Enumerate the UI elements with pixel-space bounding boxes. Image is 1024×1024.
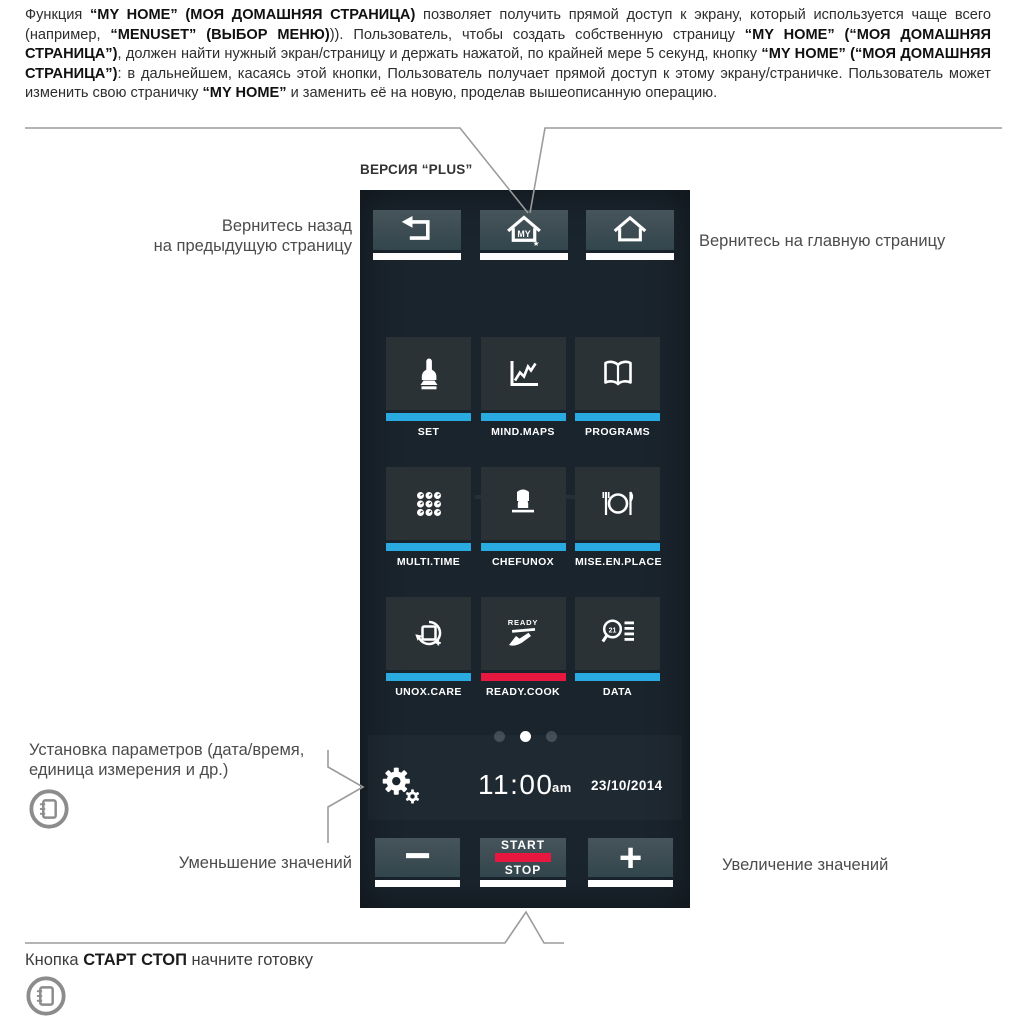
tile-unox-care-label: UNOX.CARE [395, 686, 462, 698]
my-home-underline [480, 253, 568, 260]
annotation-back [154, 216, 352, 256]
tile-programs-bar [575, 413, 660, 421]
plus-button[interactable] [588, 835, 673, 880]
pointing-hand-icon [409, 354, 449, 394]
start-stop-red-bar [495, 853, 551, 862]
tile-mise-en-place-bar [575, 543, 660, 551]
footer-prefix: Кнопка [25, 951, 84, 969]
data-icon-text: 21 [608, 626, 616, 634]
chef-hat-icon [503, 484, 543, 524]
tile-chefunox-bar [481, 543, 566, 551]
back-underline [373, 253, 461, 260]
tile-ready-cook-bar [481, 673, 566, 681]
back-icon [389, 212, 445, 248]
manual-reference-icon [25, 975, 67, 1017]
tile-data[interactable] [575, 597, 660, 698]
clock-grid-icon [409, 484, 449, 524]
tile-chefunox[interactable] [481, 467, 566, 568]
oven-touch-panel [360, 190, 690, 908]
clock-time: 11:00 [478, 769, 554, 800]
footer-caption [25, 951, 313, 970]
tile-set[interactable] [386, 337, 471, 438]
open-book-icon [598, 354, 638, 394]
tile-mise-en-place[interactable] [575, 467, 660, 568]
tile-multi-time-label: MULTI.TIME [396, 556, 461, 568]
tile-multi-time-bar [386, 543, 471, 551]
minus-button[interactable] [375, 828, 460, 881]
tile-ready-cook[interactable] [481, 597, 566, 698]
tile-set-bar [386, 413, 471, 421]
settings-gear-icon[interactable] [380, 764, 424, 806]
plus-glyph: + [618, 835, 643, 880]
ready-icon-text: READY [507, 617, 539, 627]
magnifier-list-icon [598, 614, 638, 654]
minus-underline [375, 880, 460, 887]
annotation-settings [29, 740, 304, 780]
tile-unox-care[interactable] [386, 597, 471, 698]
stop-label: STOP [504, 863, 542, 877]
tile-data-label: DATA [602, 686, 633, 698]
annotation-settings-line1: Установка параметров (дата/время, [29, 741, 305, 759]
annotation-home: Вернитесь на главную страницу [699, 232, 946, 250]
tile-multi-time[interactable] [386, 467, 471, 568]
footer-suffix: начните готовку [186, 951, 313, 969]
home-icon [602, 212, 658, 248]
start-stop-underline [480, 880, 566, 887]
tile-mind-maps[interactable] [481, 337, 566, 438]
tile-mind-maps-label: MIND.MAPS [491, 426, 555, 438]
rotate-square-icon [409, 614, 449, 654]
tile-mind-maps-bar [481, 413, 566, 421]
tile-set-label: SET [417, 426, 440, 438]
annotation-back-line2: на предыдущую страницу [153, 237, 352, 255]
clock-date: 23/10/2014 [591, 778, 663, 793]
tile-chefunox-label: CHEFUNOX [491, 556, 555, 568]
my-home-star: ★ [532, 238, 540, 248]
intro-paragraph: Функция “MY HOME” (МОЯ ДОМАШНЯЯ СТРАНИЦА) позволяет получить прямой доступ к экрану, который используется чаще всего (например, “MENUSET” (ВЫБОР МЕНЮ))). Пользователь, чтобы создать собственную страницу “MY HOME” (“МОЯ ДОМАШНЯЯ СТРАНИЦА”), должен найти нужный экран/страницу и держать нажатой, по крайней мере 5 секунд, кнопку “MY HOME” (“МОЯ ДОМАШНЯЯ СТРАНИЦА”): в дальнейшем, касаясь этой кнопки, Пользователь получает прямой доступ к этому экрану/страничке. Пользователь может изменить свою страничку “MY HOME” и заменить её на новую, проделав вышеописанную операцию. [25, 7, 991, 101]
annotation-back-line1: Вернитесь назад [221, 217, 352, 235]
start-label: START [500, 838, 546, 852]
tile-programs[interactable] [575, 337, 660, 438]
annotation-decrease: Уменьшение значений [178, 854, 352, 872]
home-button[interactable] [586, 210, 674, 250]
my-home-text: MY [517, 229, 531, 239]
plus-underline [588, 880, 673, 887]
tile-programs-label: PROGRAMS [584, 426, 651, 438]
hand-tray-icon [500, 614, 546, 654]
manual-reference-icon [28, 788, 70, 830]
footer-bold: СТАРТ СТОП [83, 951, 187, 969]
tile-data-bar [575, 673, 660, 681]
tile-unox-care-bar [386, 673, 471, 681]
annotation-increase: Увеличение значений [722, 856, 889, 874]
clock-meridiem: am [552, 780, 572, 795]
minus-glyph: − [404, 828, 431, 881]
tile-ready-cook-label: READY.COOK [485, 686, 560, 698]
annotation-settings-line2: единица измерения и др.) [29, 761, 229, 779]
plate-cutlery-icon [598, 484, 638, 524]
home-underline [586, 253, 674, 260]
start-stop-button[interactable] [480, 838, 566, 877]
tile-mise-en-place-label: MISE.EN.PLACE [575, 556, 662, 568]
back-button[interactable] [373, 210, 461, 250]
version-label: ВЕРСИЯ “PLUS” [360, 162, 473, 177]
my-home-icon [496, 211, 552, 249]
line-chart-icon [503, 354, 543, 394]
my-home-button[interactable] [480, 210, 568, 250]
function-grid [386, 337, 660, 698]
